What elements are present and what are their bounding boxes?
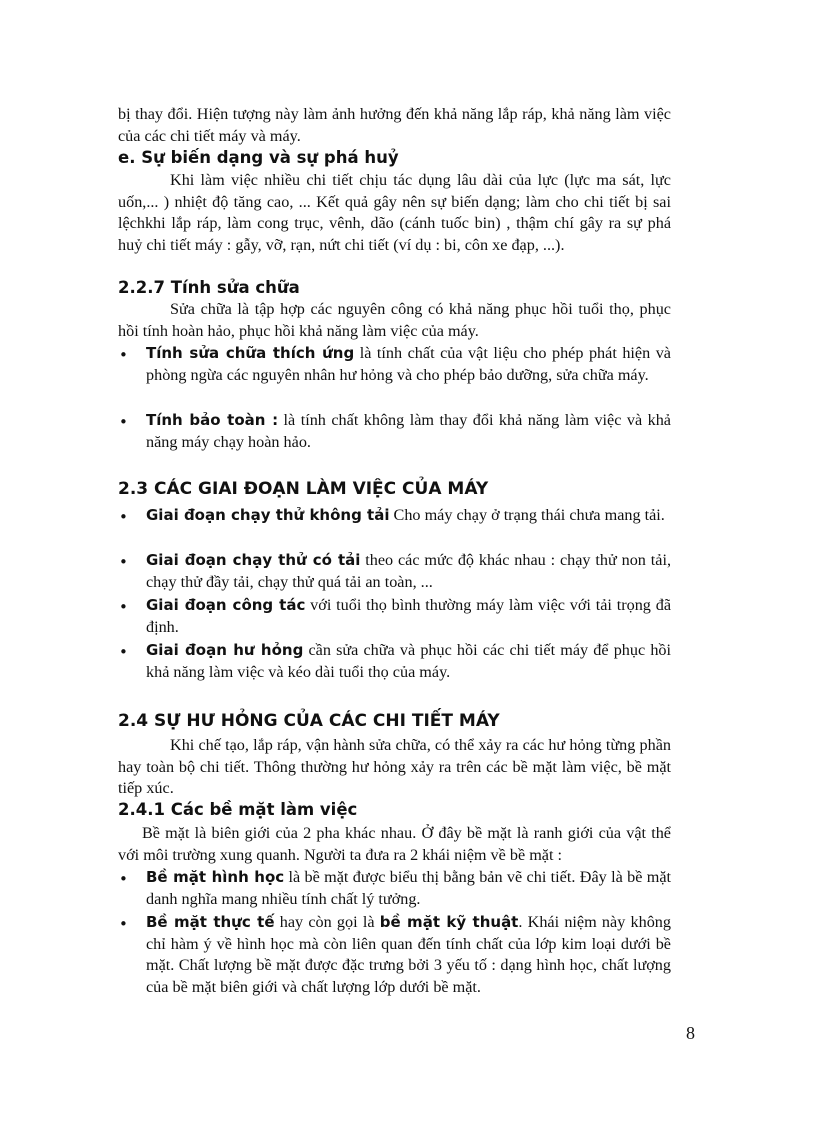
- list-item-term: Tính sửa chữa thích ứng: [146, 344, 355, 362]
- bullet-icon: •: [119, 915, 128, 933]
- list-item-term: Giai đoạn chạy thử có tải: [146, 551, 361, 569]
- list-item-text: là tính chất không làm thay đổi khả năng làm việc và khả năng máy chạy hoàn hảo.: [146, 411, 671, 451]
- bullet-icon: •: [119, 413, 128, 431]
- list-item-term: Bề mặt hình học: [146, 868, 285, 886]
- list-item-term: Tính bảo toàn :: [146, 411, 279, 429]
- section-2-2-7-body: Sửa chữa là tập hợp các nguyên công có khả năng phục hồi tuổi thọ, phục hồi tính hoàn hảo, phục hồi khả năng làm việc của máy.: [118, 300, 671, 340]
- bullet-icon: •: [119, 553, 128, 571]
- list-item-text: theo các mức độ khác nhau : chạy thử non tải, chạy thử đầy tải, chạy thử quá tải an toàn, ...: [146, 551, 671, 591]
- page-number: 8: [686, 1023, 695, 1043]
- list-item-term: Giai đoạn chạy thử không tải: [146, 506, 390, 524]
- bullet-icon: •: [119, 598, 128, 616]
- list-item: [146, 867, 671, 910]
- list-item-term: Bề mặt thực tế: [146, 913, 275, 931]
- section-e-heading: e. Sự biến dạng và sự phá huỷ: [118, 148, 399, 167]
- bullet-icon: •: [119, 346, 128, 364]
- section-2-4-1-heading: 2.4.1 Các bề mặt làm việc: [118, 800, 358, 819]
- list-item: [146, 550, 671, 593]
- bullet-icon: •: [119, 643, 128, 661]
- bullet-icon: •: [119, 870, 128, 888]
- list-item-text: là tính chất của vật liệu cho phép phát hiện và phòng ngừa các nguyên nhân hư hỏng và cho phép bảo dưỡng, sửa chữa máy.: [146, 344, 671, 384]
- list-item: [146, 410, 671, 453]
- list-item-text: Cho máy chạy ở trạng thái chưa mang tải.: [389, 506, 665, 524]
- list-item-text: cần sửa chữa và phục hồi các chi tiết máy để phục hồi khả năng làm việc và kéo dài tuổi thọ của máy.: [146, 641, 671, 681]
- list-item: [146, 595, 671, 638]
- section-2-4-body: Khi chế tạo, lắp ráp, vận hành sửa chữa, có thể xảy ra các hư hỏng từng phần hay toàn bộ chi tiết. Thông thường hư hỏng xảy ra trên các bề mặt làm việc, bề mặt tiếp xúc.: [118, 736, 671, 798]
- list-item-text: với tuổi thọ bình thường máy làm việc với tải trọng đã định.: [146, 596, 672, 636]
- list-item-term: Giai đoạn hư hỏng: [146, 641, 304, 659]
- list-item: [146, 912, 671, 998]
- section-2-4-heading: 2.4 SỰ HƯ HỎNG CỦA CÁC CHI TIẾT MÁY: [118, 711, 500, 731]
- intro-paragraph: bị thay đổi. Hiện tượng này làm ảnh hưởng đến khả năng lắp ráp, khả năng làm việc của các chi tiết máy và máy.: [118, 105, 671, 145]
- section-e-body: Khi làm việc nhiều chi tiết chịu tác dụng lâu dài của lực (lực ma sát, lực uốn,... ) nhiệt độ tăng cao, ... Kết quả gây nên sự biến dạng; làm cho chi tiết bị sai lệchkhi lắp ráp, làm cong trục, vênh, dão (cánh tuốc bin) , thậm chí gây ra sự phá huỷ chi tiết máy : gẫy, vỡ, rạn, nứt chi tiết (ví dụ : bi, côn xe đạp, ...).: [118, 171, 671, 254]
- list-item: [146, 505, 671, 527]
- bullet-icon: •: [119, 508, 128, 526]
- list-item-text: là bề mặt được biểu thị bằng bản vẽ chi tiết. Đây là bề mặt danh nghĩa mang nhiều tính chất lý tưởng.: [146, 868, 672, 908]
- list-item-term: Giai đoạn công tác: [146, 596, 306, 614]
- section-2-3-heading: 2.3 CÁC GIAI ĐOẠN LÀM VIỆC CỦA MÁY: [118, 479, 489, 499]
- section-2-4-1-body: Bề mặt là biên giới của 2 pha khác nhau. Ở đây bề mặt là ranh giới của vật thể với môi trường xung quanh. Người ta đưa ra 2 khái niệm về bề mặt :: [118, 824, 671, 864]
- section-2-2-7-heading: 2.2.7 Tính sửa chữa: [118, 278, 300, 297]
- list-item: [146, 343, 671, 386]
- list-item-text: . Khái niệm này không chỉ hàm ý về hình học mà còn liên quan đến tính chất của lớp kim loại dưới bề mặt. Chất lượng bề mặt được đặc trưng bởi 3 yếu tố : dạng hình học, chất lượng của bề mặt biên giới và chất lượng lớp dưới bề mặt.: [146, 913, 671, 996]
- list-item: [146, 640, 671, 683]
- list-item-text: hay còn gọi là: [274, 913, 380, 931]
- list-item-term-secondary: bề mặt kỹ thuật: [379, 913, 519, 931]
